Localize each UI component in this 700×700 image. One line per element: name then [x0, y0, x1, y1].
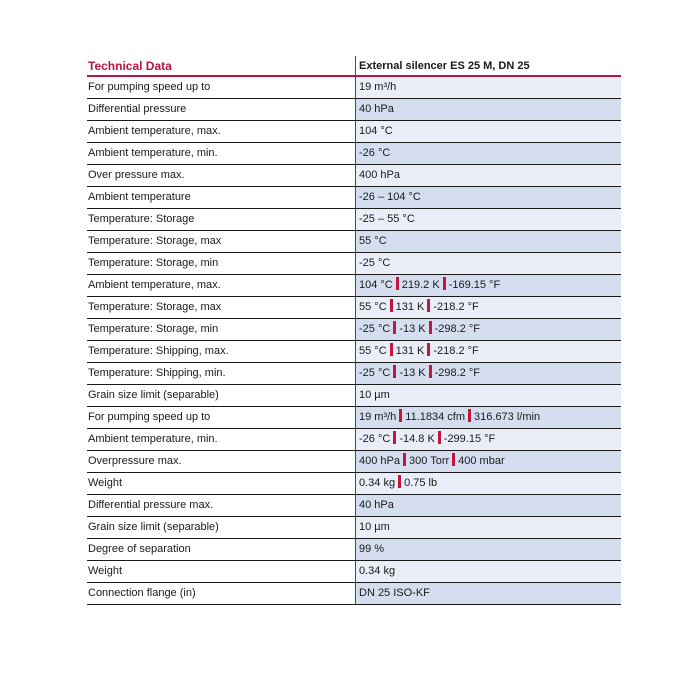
value-text: 40 hPa	[359, 103, 394, 115]
row-label: Temperature: Storage	[88, 213, 195, 225]
row-label: Overpressure max.	[88, 455, 182, 467]
row-label: Connection flange (in)	[88, 587, 196, 599]
row-value	[355, 561, 621, 582]
value-text: -25 °C	[359, 367, 391, 379]
row-label: Ambient temperature, max.	[88, 125, 221, 137]
table-row	[87, 77, 621, 99]
value-text: 55 °C	[359, 301, 387, 313]
row-value	[355, 385, 621, 406]
table-row	[87, 363, 621, 385]
row-value	[355, 407, 621, 428]
table-row	[87, 517, 621, 539]
value-text: 99 %	[359, 543, 385, 555]
value-text: 104 °C	[359, 279, 393, 291]
unit-separator-bar	[438, 431, 441, 444]
row-label: Grain size limit (separable)	[88, 389, 219, 401]
value-text: 300 Torr	[408, 455, 450, 467]
value-text: -14.8 K	[399, 433, 435, 445]
row-value	[355, 473, 621, 494]
value-text: 0.34 kg	[359, 565, 396, 577]
row-value	[355, 429, 621, 450]
unit-separator-bar	[390, 343, 393, 356]
table-row	[87, 121, 621, 143]
unit-separator-bar	[396, 277, 399, 290]
table-row	[87, 209, 621, 231]
unit-separator-bar	[429, 321, 432, 334]
value-text: 19 m³/h	[359, 81, 397, 93]
row-label: Degree of separation	[88, 543, 191, 555]
value-text: -299.15 °F	[443, 433, 496, 445]
row-value	[355, 517, 621, 538]
row-value	[355, 99, 621, 120]
technical-data-table	[87, 56, 621, 605]
table-row	[87, 99, 621, 121]
unit-separator-bar	[429, 365, 432, 378]
table-row	[87, 583, 621, 605]
row-label: For pumping speed up to	[88, 81, 211, 93]
unit-separator-bar	[393, 365, 396, 378]
unit-separator-bar	[443, 277, 446, 290]
row-label: Temperature: Storage, max	[88, 235, 222, 247]
value-text: 19 m³/h	[359, 411, 397, 423]
row-value	[355, 275, 621, 296]
value-text: 55 °C	[359, 345, 387, 357]
value-text: -169.15 °F	[448, 279, 501, 291]
value-text: -26 – 104 °C	[359, 191, 421, 203]
header-product: External silencer ES 25 M, DN 25	[355, 56, 621, 75]
value-text: 400 mbar	[458, 455, 505, 467]
unit-separator-bar	[403, 453, 406, 466]
value-text: 10 µm	[359, 521, 390, 533]
row-value	[355, 451, 621, 472]
header-label: Technical Data	[88, 59, 172, 73]
unit-separator-bar	[452, 453, 455, 466]
table-header-row	[87, 56, 621, 77]
table-row	[87, 407, 621, 429]
row-label: Temperature: Shipping, max.	[88, 345, 229, 357]
table-row	[87, 297, 621, 319]
row-label: Over pressure max.	[88, 169, 185, 181]
row-label: Temperature: Storage, min	[88, 323, 219, 335]
unit-separator-bar	[427, 343, 430, 356]
row-value	[355, 363, 621, 384]
row-label: Differential pressure max.	[88, 499, 214, 511]
table-row	[87, 561, 621, 583]
value-text: 104 °C	[359, 125, 393, 137]
unit-separator-bar	[393, 321, 396, 334]
value-text: 131 K	[395, 301, 425, 313]
value-text: 11.1834 cfm	[405, 411, 466, 423]
table-row	[87, 473, 621, 495]
value-text: -26 °C	[359, 433, 391, 445]
table-row	[87, 539, 621, 561]
unit-separator-bar	[468, 409, 471, 422]
row-label: Ambient temperature, min.	[88, 433, 218, 445]
row-label: Grain size limit (separable)	[88, 521, 219, 533]
row-value	[355, 121, 621, 142]
row-value	[355, 209, 621, 230]
row-label: Temperature: Storage, min	[88, 257, 219, 269]
table-row	[87, 231, 621, 253]
unit-separator-bar	[398, 475, 401, 488]
row-label: Differential pressure	[88, 103, 187, 115]
row-value	[355, 165, 621, 186]
value-text: 219.2 K	[401, 279, 440, 291]
value-text: 400 hPa	[359, 455, 400, 467]
value-text: 316.673 l/min	[474, 411, 541, 423]
table-row	[87, 253, 621, 275]
row-label: Ambient temperature, max.	[88, 279, 221, 291]
row-value	[355, 495, 621, 516]
row-value	[355, 77, 621, 98]
table-row	[87, 143, 621, 165]
row-value	[355, 319, 621, 340]
table-row	[87, 319, 621, 341]
row-value	[355, 143, 621, 164]
table-row	[87, 165, 621, 187]
value-text: 0.34 kg	[359, 477, 396, 489]
row-value	[355, 231, 621, 252]
unit-separator-bar	[399, 409, 402, 422]
value-text: -298.2 °F	[434, 367, 480, 379]
table-row	[87, 385, 621, 407]
row-value	[355, 341, 621, 362]
table-row	[87, 187, 621, 209]
value-text: -13 K	[399, 323, 426, 335]
row-label: For pumping speed up to	[88, 411, 211, 423]
unit-separator-bar	[390, 299, 393, 312]
row-label: Temperature: Shipping, min.	[88, 367, 226, 379]
row-value	[355, 539, 621, 560]
table-row	[87, 341, 621, 363]
table-row	[87, 495, 621, 517]
value-text: DN 25 ISO-KF	[359, 587, 430, 599]
row-label: Ambient temperature, min.	[88, 147, 218, 159]
value-text: 131 K	[395, 345, 425, 357]
row-label: Weight	[88, 477, 123, 489]
row-value	[355, 297, 621, 318]
unit-separator-bar	[393, 431, 396, 444]
value-text: 40 hPa	[359, 499, 394, 511]
value-text: -25 °C	[359, 323, 391, 335]
value-text: 10 µm	[359, 389, 390, 401]
row-value	[355, 583, 621, 604]
table-row	[87, 429, 621, 451]
value-text: 400 hPa	[359, 169, 400, 181]
value-text: -26 °C	[359, 147, 391, 159]
row-value	[355, 187, 621, 208]
value-text: -13 K	[399, 367, 426, 379]
value-text: -218.2 °F	[433, 301, 479, 313]
value-text: -218.2 °F	[433, 345, 479, 357]
value-text: -25 – 55 °C	[359, 213, 415, 225]
row-value	[355, 253, 621, 274]
row-label: Ambient temperature	[88, 191, 191, 203]
unit-separator-bar	[427, 299, 430, 312]
row-label: Weight	[88, 565, 123, 577]
row-label: Temperature: Storage, max	[88, 301, 222, 313]
table-row	[87, 451, 621, 473]
value-text: -25 °C	[359, 257, 391, 269]
table-row	[87, 275, 621, 297]
value-text: 0.75 lb	[404, 477, 438, 489]
table-body	[87, 77, 621, 605]
value-text: 55 °C	[359, 235, 387, 247]
value-text: -298.2 °F	[434, 323, 480, 335]
